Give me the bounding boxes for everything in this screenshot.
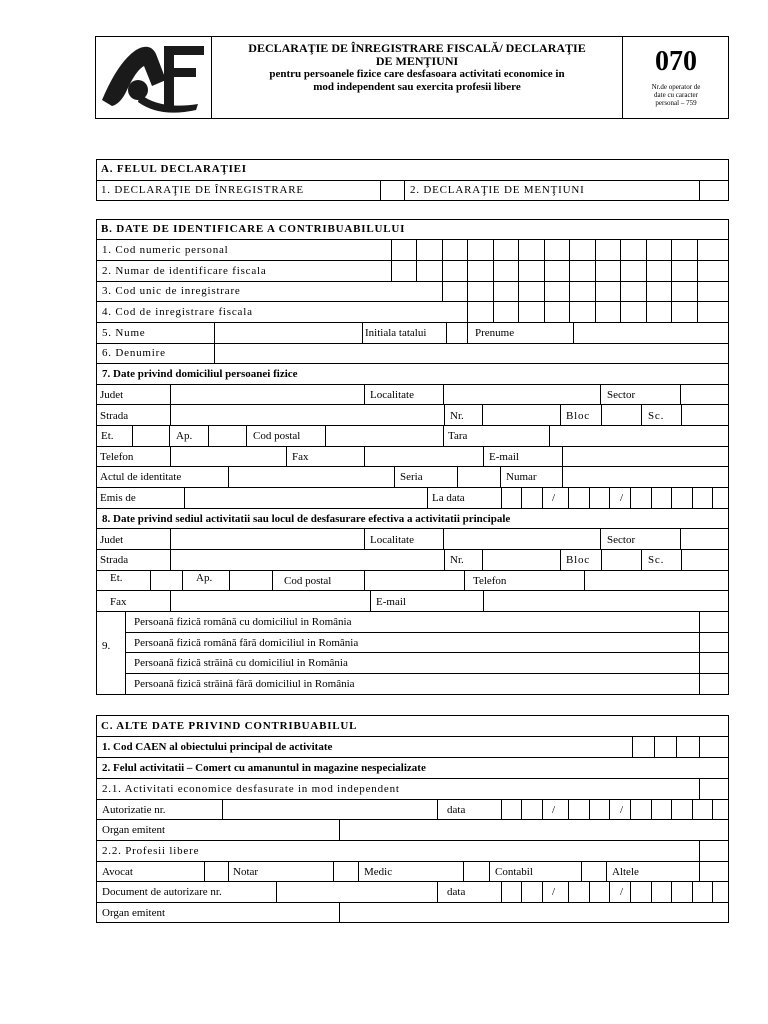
form-title-line2: DE MENŢIUNI xyxy=(375,54,459,68)
person-type-2-label: Persoană fizică română fără domiciliul in România xyxy=(134,637,359,649)
domicile-sector-label: Sector xyxy=(607,389,636,401)
authorization-number-label: Autorizatie nr. xyxy=(102,804,166,816)
hq-block-input[interactable] xyxy=(602,550,641,570)
other-label: Altele xyxy=(612,866,639,878)
id-document-label: Actul de identitate xyxy=(100,471,182,483)
domicile-phone-label: Telefon xyxy=(100,451,134,463)
first-name-label: Prenume xyxy=(475,327,515,339)
domicile-fax-label: Fax xyxy=(292,451,309,463)
cui-label: 3. Cod unic de inregistrare xyxy=(102,285,241,297)
issue-date-input[interactable] xyxy=(502,488,729,508)
id-number-label: Numar xyxy=(506,471,537,483)
hq-apartment-label: Ap. xyxy=(196,572,213,584)
independent-activities-label: 2.1. Activitati economice desfasurate in mod independent xyxy=(102,783,400,795)
authorization-date-input[interactable] xyxy=(502,800,729,819)
hq-county-input[interactable] xyxy=(171,529,364,549)
domicile-email-label: E-mail xyxy=(489,451,519,463)
declaration-mentions-label: 2. DECLARAŢIE DE MENŢIUNI xyxy=(410,184,585,196)
accountant-label: Contabil xyxy=(495,866,533,878)
nif-input[interactable] xyxy=(392,261,729,281)
accountant-checkbox[interactable] xyxy=(582,862,606,881)
document-date-label: data xyxy=(447,886,466,898)
cnp-input[interactable] xyxy=(392,240,729,260)
independent-activities-checkbox[interactable] xyxy=(700,779,729,799)
domicile-staircase-input[interactable] xyxy=(682,405,729,425)
id-series-label: Seria xyxy=(400,471,423,483)
cif-label: 4. Cod de inregistrare fiscala xyxy=(102,306,253,318)
domicile-county-label: Judet xyxy=(100,389,124,401)
doctor-label: Medic xyxy=(364,866,393,878)
hq-locality-input[interactable] xyxy=(444,529,600,549)
issued-by-label: Emis de xyxy=(100,492,136,504)
domicile-apartment-input[interactable] xyxy=(209,426,246,446)
form-subtitle-line2: mod independent sau exercita profesii libere xyxy=(313,81,521,93)
domicile-street-label: Strada xyxy=(100,410,129,422)
domicile-country-label: Tara xyxy=(448,430,468,442)
lawyer-label: Avocat xyxy=(102,866,133,878)
name-input[interactable] xyxy=(215,323,362,343)
person-type-3-checkbox[interactable] xyxy=(700,653,729,673)
name-label: 5. Nume xyxy=(102,327,146,339)
hq-floor-label: Et. xyxy=(110,572,123,584)
person-type-3-label: Persoană fizică străină cu domiciliul in România xyxy=(134,657,348,669)
domicile-country-input[interactable] xyxy=(550,426,729,446)
authorization-date-separator-1: / xyxy=(552,804,556,816)
domicile-staircase-label: Sc. xyxy=(648,410,665,422)
hq-sector-label: Sector xyxy=(607,534,636,546)
af-logo xyxy=(100,40,208,116)
hq-staircase-label: Sc. xyxy=(648,554,665,566)
domicile-street-input[interactable] xyxy=(171,405,444,425)
company-name-label: 6. Denumire xyxy=(102,347,166,359)
authorization-document-input[interactable] xyxy=(277,882,437,902)
hq-postal-code-input[interactable] xyxy=(365,571,464,590)
issue-date-separator-2: / xyxy=(620,492,624,504)
hq-number-input[interactable] xyxy=(483,550,560,570)
caen-code-label: 1. Cod CAEN al obiectului principal de activitate xyxy=(102,741,333,753)
id-document-input[interactable] xyxy=(229,467,394,487)
issued-by-input[interactable] xyxy=(185,488,427,508)
operator-note-3: personal – 759 xyxy=(655,99,697,107)
operator-note-1: Nr.de operator de xyxy=(651,83,701,91)
id-series-input[interactable] xyxy=(458,467,500,487)
other-checkbox[interactable] xyxy=(700,862,729,881)
domicile-floor-label: Et. xyxy=(101,430,114,442)
domicile-section-title: 7. Date privind domiciliul persoanei fizice xyxy=(102,368,298,380)
section-b-title: B. DATE DE IDENTIFICARE A CONTRIBUABILULUI xyxy=(101,223,406,235)
person-type-1-checkbox[interactable] xyxy=(700,612,729,632)
section-a-title: A. FELUL DECLARAŢIEI xyxy=(101,163,247,175)
hq-apartment-input[interactable] xyxy=(230,571,272,590)
document-issuing-body-label: Organ emitent xyxy=(102,907,166,919)
section-c-title: C. ALTE DATE PRIVIND CONTRIBUABILUL xyxy=(101,720,358,732)
document-date-input[interactable] xyxy=(502,882,729,902)
issue-date-label: La data xyxy=(432,492,465,504)
operator-note-2: date cu caracter xyxy=(654,91,698,99)
hq-county-label: Judet xyxy=(100,534,124,546)
doctor-checkbox[interactable] xyxy=(464,862,489,881)
hq-phone-label: Telefon xyxy=(473,575,507,587)
hq-locality-label: Localitate xyxy=(370,534,414,546)
domicile-floor-input[interactable] xyxy=(133,426,169,446)
issue-date-separator-1: / xyxy=(552,492,556,504)
af-logo-icon xyxy=(100,40,208,116)
person-type-4-label: Persoană fizică străină fără domiciliul in România xyxy=(134,678,355,690)
person-type-number: 9. xyxy=(102,640,111,652)
nif-label: 2. Numar de identificare fiscala xyxy=(102,265,267,277)
domicile-postal-code-input[interactable] xyxy=(326,426,443,446)
authorization-date-label: data xyxy=(447,804,466,816)
document-date-separator-2: / xyxy=(620,886,624,898)
declaration-registration-checkbox[interactable] xyxy=(381,181,404,201)
domicile-phone-input[interactable] xyxy=(171,447,286,466)
issuing-body-input[interactable] xyxy=(340,820,729,840)
authorization-number-input[interactable] xyxy=(223,800,437,819)
domicile-number-label: Nr. xyxy=(450,410,464,422)
form-subtitle-line1: pentru persoanele fizice care desfasoara activitati economice in xyxy=(269,68,565,80)
headquarters-section-title: 8. Date privind sediul activitatii sau locul de desfasurare efectiva a activitatii principale xyxy=(102,513,511,525)
declaration-registration-label: 1. DECLARAŢIE DE ÎNREGISTRARE xyxy=(101,184,304,196)
hq-email-input[interactable] xyxy=(484,591,729,611)
father-initial-label: Initiala tatalui xyxy=(365,327,427,339)
hq-number-label: Nr. xyxy=(450,554,464,566)
id-number-input[interactable] xyxy=(563,467,729,487)
document-issuing-body-input[interactable] xyxy=(340,903,729,923)
liberal-professions-checkbox[interactable] xyxy=(700,841,729,861)
authorization-document-label: Document de autorizare nr. xyxy=(102,886,222,898)
domicile-block-label: Bloc xyxy=(566,410,590,422)
domicile-postal-code-label: Cod postal xyxy=(253,430,301,442)
cui-input[interactable] xyxy=(443,282,729,301)
father-initial-input[interactable] xyxy=(447,323,467,343)
declaration-mentions-checkbox[interactable] xyxy=(700,181,729,201)
hq-staircase-input[interactable] xyxy=(682,550,729,570)
first-name-input[interactable] xyxy=(574,323,729,343)
notary-checkbox[interactable] xyxy=(334,862,358,881)
notary-label: Notar xyxy=(233,866,259,878)
domicile-block-input[interactable] xyxy=(602,405,641,425)
domicile-locality-input[interactable] xyxy=(444,385,600,404)
cif-input[interactable] xyxy=(468,302,729,322)
liberal-professions-label: 2.2. Profesii libere xyxy=(102,845,200,857)
hq-email-label: E-mail xyxy=(376,596,406,608)
person-type-1-label: Persoană fizică română cu domiciliul in România xyxy=(134,616,352,628)
hq-postal-code-label: Cod postal xyxy=(284,575,332,587)
authorization-date-separator-2: / xyxy=(620,804,624,816)
caen-code-input[interactable] xyxy=(633,737,729,757)
company-name-input[interactable] xyxy=(215,344,729,363)
form-title-line1: DECLARAŢIE DE ÎNREGISTRARE FISCALĂ/ DECLARAŢIE xyxy=(248,41,586,55)
document-date-separator-1: / xyxy=(552,886,556,898)
domicile-sector-input[interactable] xyxy=(681,385,729,404)
person-type-2-checkbox[interactable] xyxy=(700,633,729,652)
domicile-county-input[interactable] xyxy=(171,385,364,404)
form-number: 070 xyxy=(655,46,697,77)
domicile-email-input[interactable] xyxy=(563,447,729,466)
domicile-fax-input[interactable] xyxy=(365,447,483,466)
hq-street-label: Strada xyxy=(100,554,129,566)
domicile-number-input[interactable] xyxy=(483,405,560,425)
hq-phone-input[interactable] xyxy=(585,571,729,590)
hq-street-input[interactable] xyxy=(171,550,444,570)
lawyer-checkbox[interactable] xyxy=(205,862,228,881)
hq-sector-input[interactable] xyxy=(681,529,729,549)
activity-type-label: 2. Felul activitatii – Comert cu amanuntul in magazine nespecializate xyxy=(102,762,426,774)
issuing-body-label: Organ emitent xyxy=(102,824,166,836)
hq-fax-label: Fax xyxy=(110,596,127,608)
domicile-locality-label: Localitate xyxy=(370,389,414,401)
person-type-4-checkbox[interactable] xyxy=(700,674,729,695)
domicile-apartment-label: Ap. xyxy=(176,430,193,442)
hq-floor-input[interactable] xyxy=(151,571,182,590)
cnp-label: 1. Cod numeric personal xyxy=(102,244,229,256)
hq-fax-input[interactable] xyxy=(171,591,370,611)
hq-block-label: Bloc xyxy=(566,554,590,566)
